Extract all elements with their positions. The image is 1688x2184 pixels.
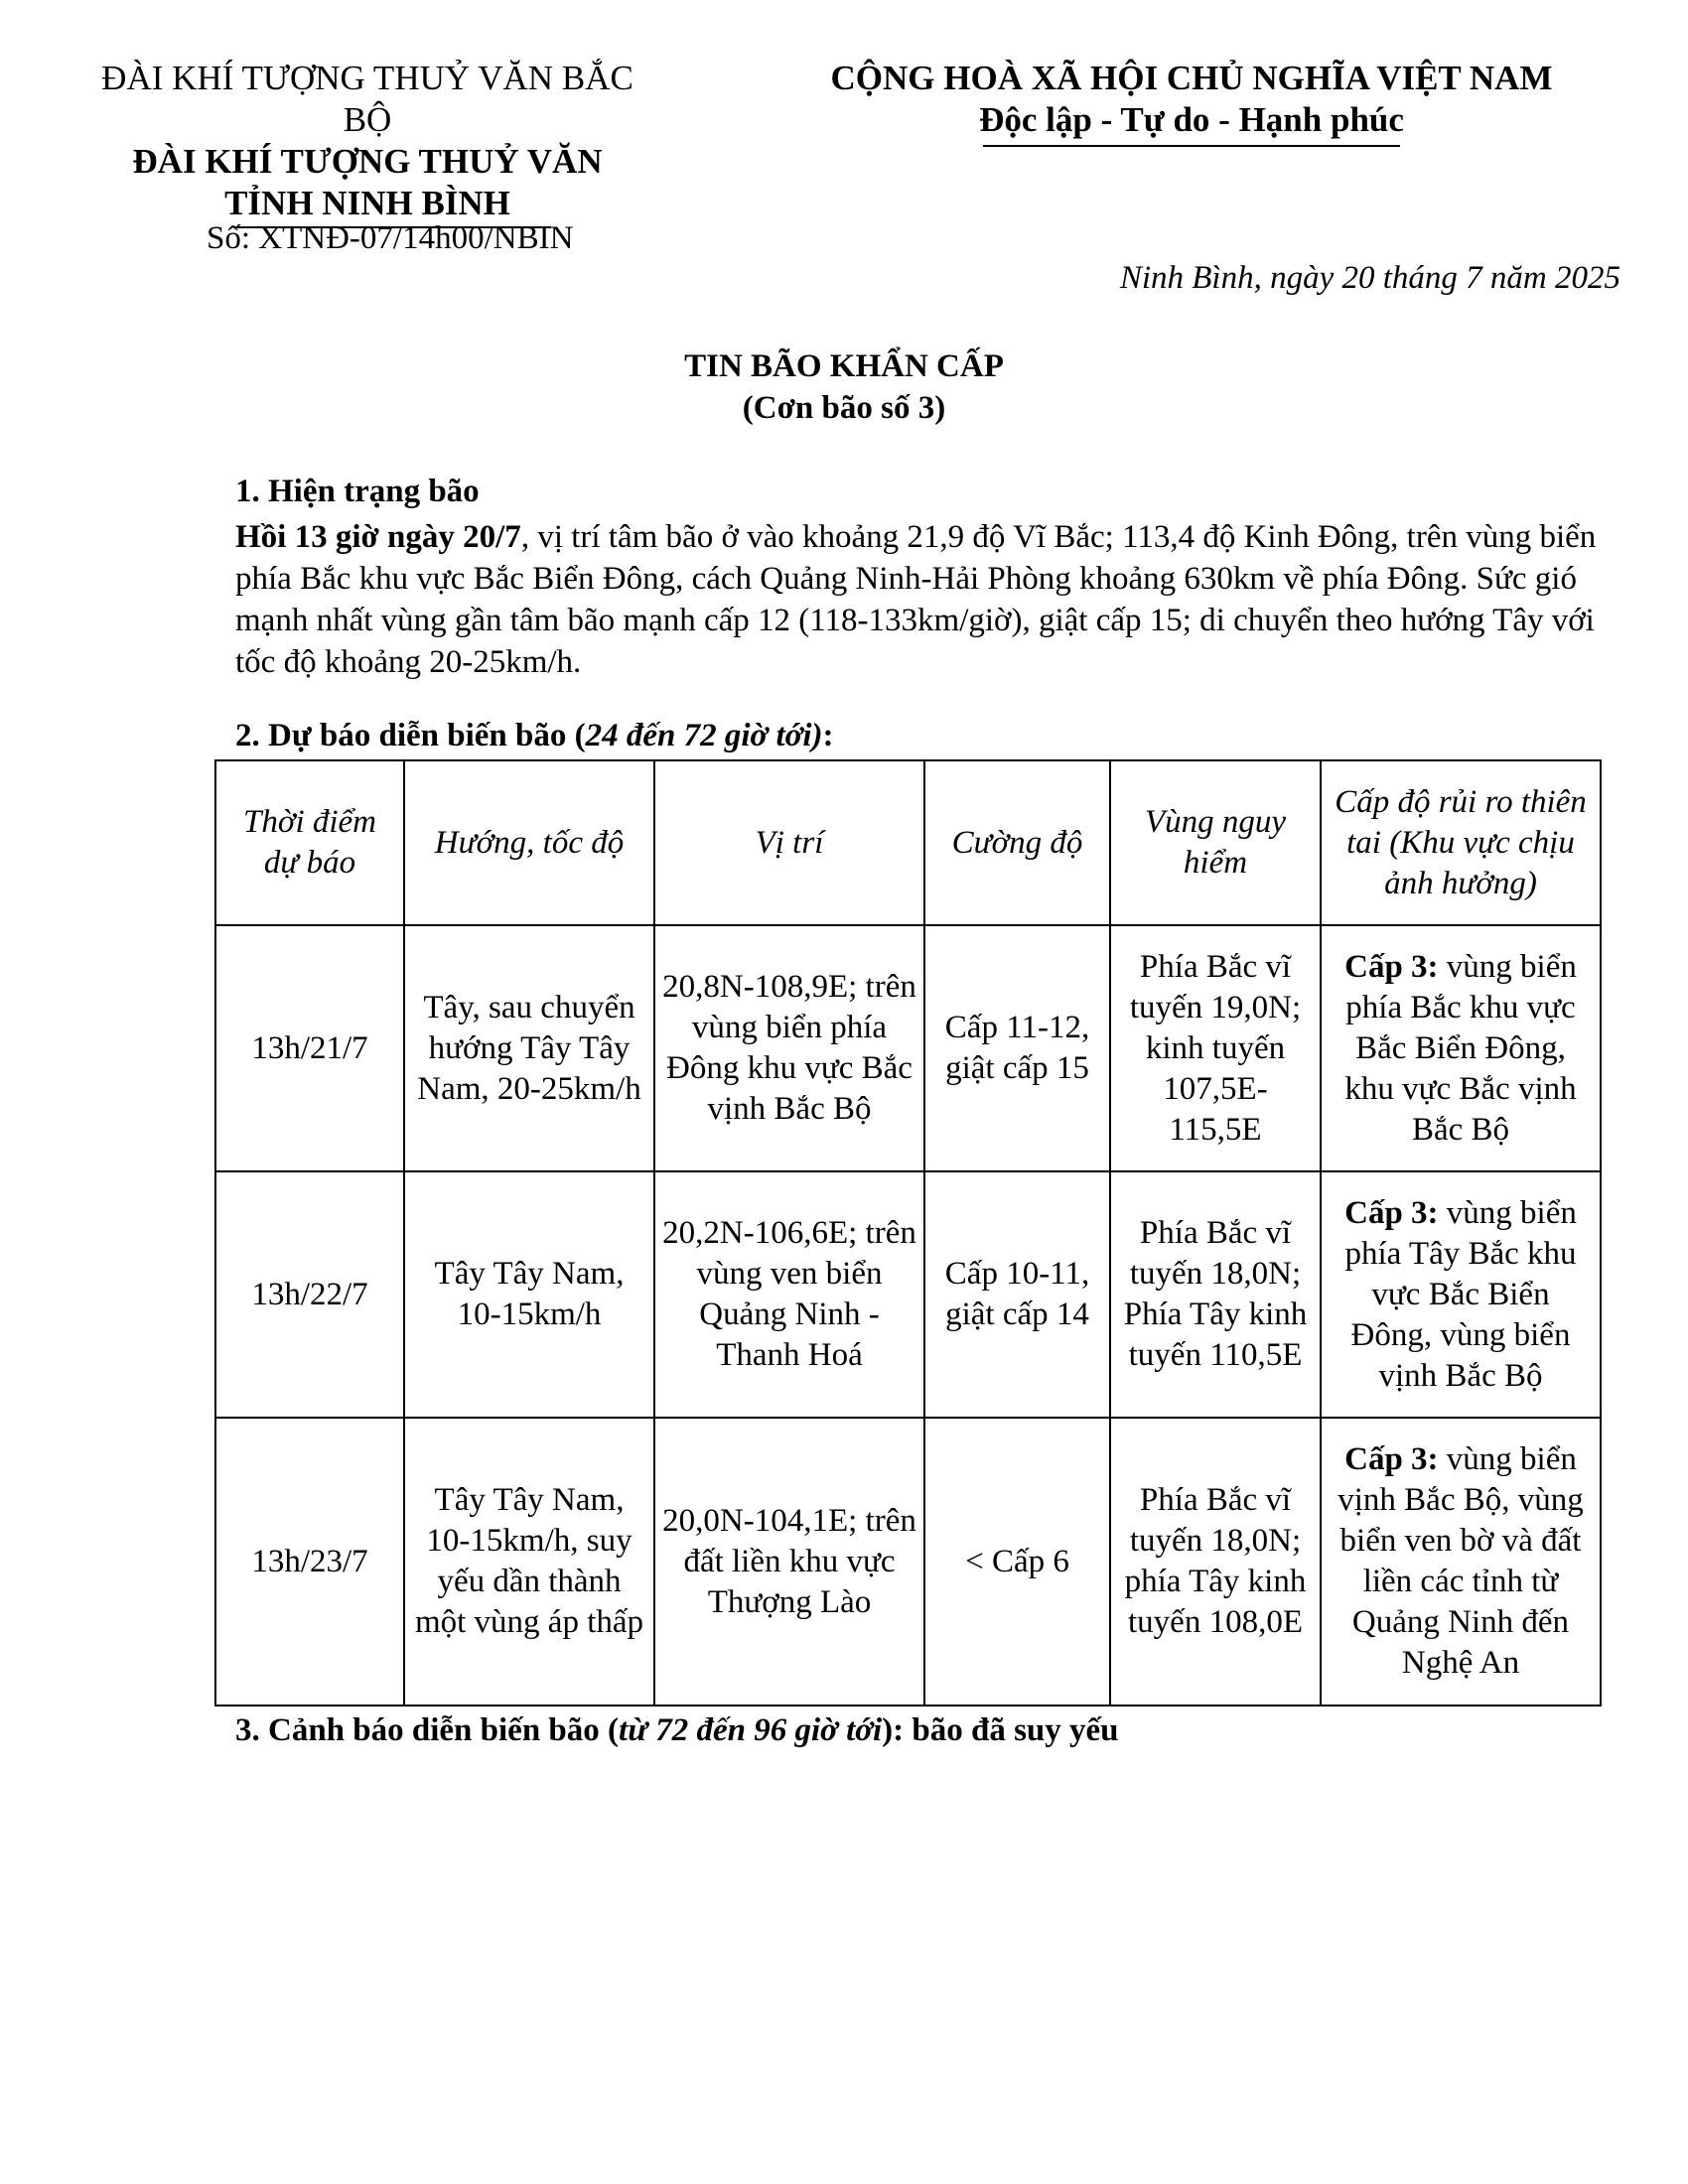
section3-heading [235,1709,1625,1751]
cell-risk-level [1321,1418,1601,1706]
document-number: Số: XTNĐ-07/14h00/NBIN [207,220,574,256]
cell-position: 20,0N-104,1E; trên đất liền khu vực Thượng Lào [654,1418,924,1706]
section2-heading [235,715,1625,756]
document-title [0,345,1688,429]
header-time: Thời điểm dự báo [215,760,404,925]
agency-name: ĐÀI KHÍ TƯỢNG THUỶ VĂN [132,142,603,181]
risk-level-label: Cấp 3: [1344,1194,1439,1231]
cell-time: 13h/21/7 [215,925,404,1171]
section2-heading-suffix: : [822,718,834,753]
header-intensity: Cường độ [924,760,1110,925]
section1-lead: Hồi 13 giờ ngày 20/7 [235,519,521,555]
title-sub: (Cơn bão số 3) [742,390,946,426]
table-row [215,925,1601,1171]
cell-position: 20,2N-106,6E; trên vùng ven biển Quảng Ninh - Thanh Hoá [654,1171,924,1418]
cell-danger-zone: Phía Bắc vĩ tuyến 18,0N; Phía Tây kinh tuyến 110,5E [1110,1171,1321,1418]
table-row [215,1171,1601,1418]
section2-heading-prefix: 2. Dự báo diễn biến bão ( [235,718,586,753]
risk-area-text: vùng biển vịnh Bắc Bộ, vùng biển ven bờ và đất liền các tỉnh từ Quảng Ninh đến Nghệ An [1337,1441,1584,1681]
table-header-row [215,760,1601,925]
forecast-table [214,759,1602,1706]
header-position: Vị trí [654,760,924,925]
section3-heading-prefix: 3. Cảnh báo diễn biến bão ( [235,1712,620,1748]
motto-underline [983,145,1400,147]
issuing-agency [89,58,645,228]
risk-level-label: Cấp 3: [1344,1441,1439,1477]
agency-province: TỈNH NINH BÌNH [224,184,510,222]
national-motto: Độc lập - Tự do - Hạnh phúc [979,100,1404,139]
risk-area-text: vùng biển phía Bắc khu vực Bắc Biển Đông, khu vực Bắc vịnh Bắc Bộ [1344,948,1577,1148]
cell-intensity: Cấp 10-11, giật cấp 14 [924,1171,1110,1418]
section3-heading-italic: từ 72 đến 96 giờ tới [619,1712,883,1748]
cell-risk-level [1321,1171,1601,1418]
agency-parent: ĐÀI KHÍ TƯỢNG THUỶ VĂN BẮC BỘ [101,59,633,139]
section1-text: , vị trí tâm bão ở vào khoảng 21,9 độ Vĩ Bắc; 113,4 độ Kinh Đông, trên vùng biển phía Bắc khu vực Bắc Biển Đông, cách Quảng Ninh-Hải Phòng khoảng 630km về phía Đông. Sức gió mạnh nhất vùng gần tâm bão mạnh cấp 12 (118-133km/giờ), giật cấp 15; di chuyển theo hướng Tây với tốc độ khoảng 20-25km/h. [235,519,1597,680]
section2-heading-italic: 24 đến 72 giờ tới) [585,718,823,753]
cell-intensity: < Cấp 6 [924,1418,1110,1706]
cell-intensity: Cấp 11-12, giật cấp 15 [924,925,1110,1171]
section1-paragraph [235,516,1625,683]
cell-danger-zone: Phía Bắc vĩ tuyến 18,0N; phía Tây kinh tuyến 108,0E [1110,1418,1321,1706]
cell-direction: Tây, sau chuyển hướng Tây Tây Nam, 20-25km/h [404,925,654,1171]
header-direction: Hướng, tốc độ [404,760,654,925]
cell-danger-zone: Phía Bắc vĩ tuyến 19,0N; kinh tuyến 107,5E-115,5E [1110,925,1321,1171]
cell-direction: Tây Tây Nam, 10-15km/h, suy yếu dần thành một vùng áp thấp [404,1418,654,1706]
header-risk-level: Cấp độ rủi ro thiên tai (Khu vực chịu ảnh hưởng) [1321,760,1601,925]
risk-level-label: Cấp 3: [1344,948,1439,985]
document-date: Ninh Bình, ngày 20 tháng 7 năm 2025 [1119,260,1620,296]
cell-direction: Tây Tây Nam, 10-15km/h [404,1171,654,1418]
cell-time: 13h/23/7 [215,1418,404,1706]
title-main: TIN BÃO KHẨN CẤP [684,348,1004,384]
section3-heading-suffix: ): bão đã suy yếu [882,1712,1119,1748]
table-row [215,1418,1601,1706]
cell-position: 20,8N-108,9E; trên vùng biển phía Đông khu vực Bắc vịnh Bắc Bộ [654,925,924,1171]
country-name: CỘNG HOÀ XÃ HỘI CHỦ NGHĨA VIỆT NAM [830,59,1553,97]
cell-time: 13h/22/7 [215,1171,404,1418]
cell-risk-level [1321,925,1601,1171]
national-header [794,58,1589,147]
header-danger-zone: Vùng nguy hiểm [1110,760,1321,925]
risk-area-text: vùng biển phía Tây Bắc khu vực Bắc Biển Đông, vùng biển vịnh Bắc Bộ [1344,1194,1577,1394]
section1-heading: 1. Hiện trạng bão [235,474,480,509]
